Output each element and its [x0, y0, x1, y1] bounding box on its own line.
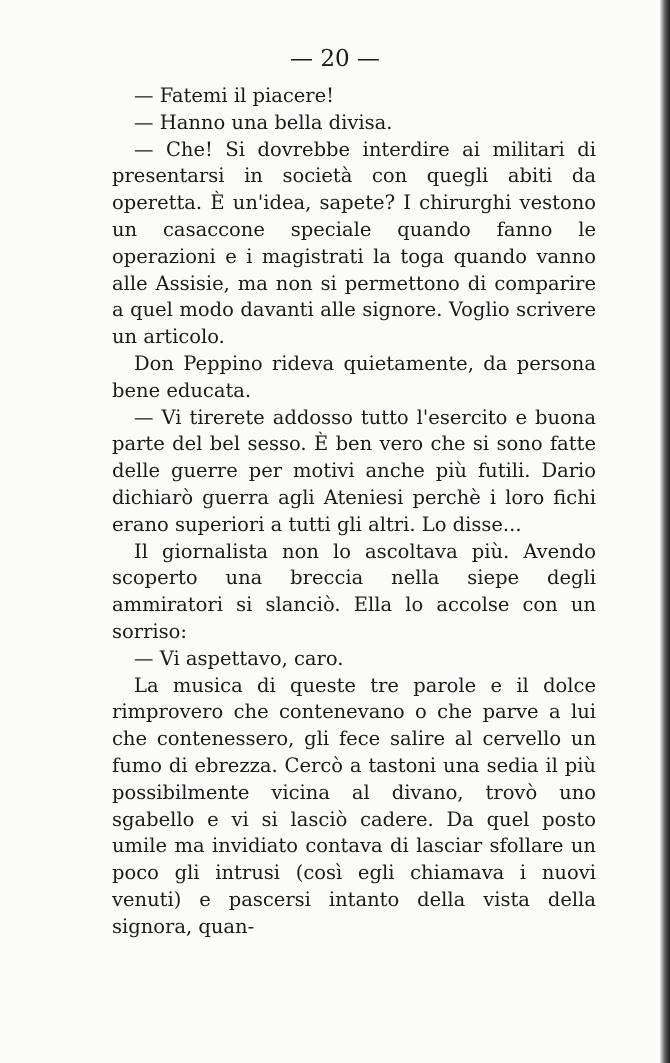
page-number: — 20 —: [290, 46, 380, 72]
page-edge-shadow: [660, 0, 670, 1063]
paragraph: Don Peppino rideva quietamente, da persona bene educata.: [112, 351, 596, 402]
body-text: [112, 83, 596, 941]
paragraph: Il giornalista non lo ascoltava più. Avendo scoperto una breccia nella siepe degli ammiratori si slanciò. Ella lo accolse con un sorriso:: [112, 539, 596, 643]
paragraph: — Che! Si dovrebbe interdire ai militari di presentarsi in società con quegli abiti da operetta. È un'idea, sapete? I chirurghi vestono un casaccone speciale quando fanno le operazioni e i magistrati la toga quando vanno alle Assisie, ma non si permettono di comparire a quel modo davanti alle signore. Voglio scrivere un articolo.: [112, 137, 596, 349]
paragraph: — Fatemi il piacere!: [134, 84, 335, 107]
paragraph: — Hanno una bella divisa.: [134, 110, 393, 134]
paragraph: — Vi aspettavo, caro.: [134, 646, 344, 670]
paragraph: — Vi tirerete addosso tutto l'esercito e buona parte del bel sesso. È ben vero che si sono fatte delle guerre per motivi anche più futili. Dario dichiarò guerra agli Ateniesi perchè i loro fichi erano superiori a tutti gli altri. Lo disse...: [112, 405, 596, 536]
paragraph: La musica di queste tre parole e il dolce rimprovero che contenevano o che parve a lui che contenessero, gli fece salire al cervello un fumo di ebrezza. Cercò a tastoni una sedia il più possibilmente vicina al divano, trovò uno sgabello e vi si lasciò cadere. Da quel posto umile ma invidiato contava di lasciar sfollare un poco gli intrusi (così egli chiamava i nuovi venuti) e pascersi intanto della vista della signora, quan-: [112, 673, 596, 938]
